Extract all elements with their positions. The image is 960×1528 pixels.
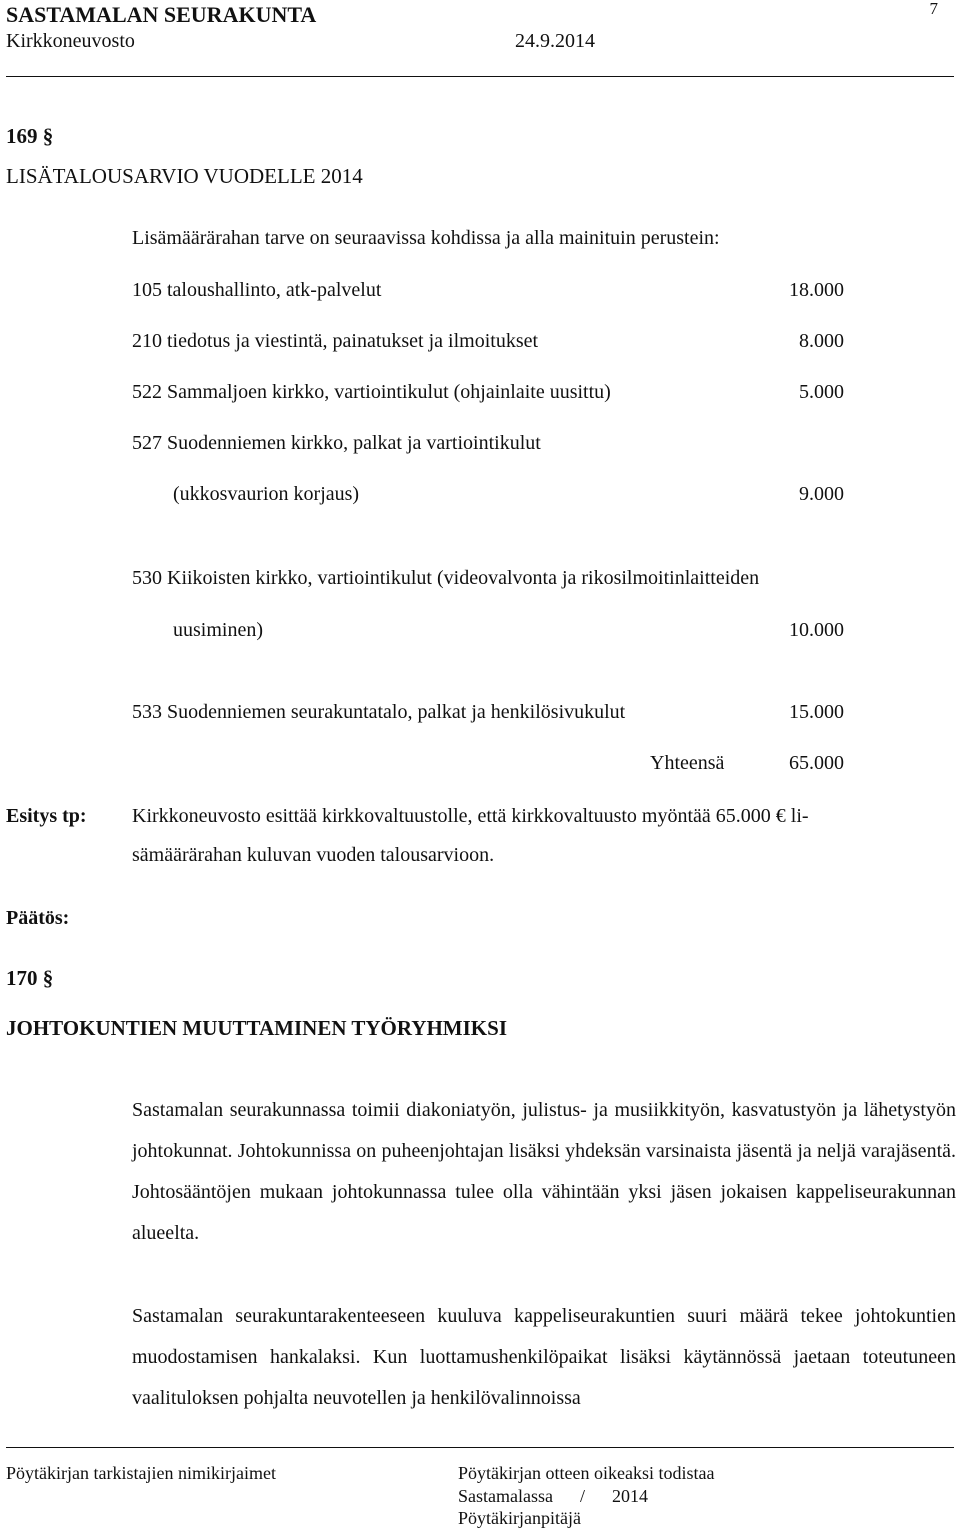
organization-name: SASTAMALAN SEURAKUNTA [6,2,317,27]
proposal-text-line2: sämäärärahan kuluvan vuoden talousarvioon. [132,844,495,866]
budget-item-amount: 15.000 [789,701,844,723]
footer-right-label: Pöytäkirjan otteen oikeaksi todistaa [458,1463,715,1483]
proposal-text-line1: Kirkkoneuvosto esittää kirkkovaltuustolle, että kirkkovaltuusto myöntää 65.000 € li- [132,805,809,827]
budget-item-amount: 9.000 [799,483,844,505]
budget-item-text: 533 Suodenniemen seurakuntatalo, palkat ja henkilösivukulut [132,701,626,723]
meeting-body: Kirkkoneuvosto [6,30,135,52]
section-number: 170 § [6,966,54,990]
body-paragraph: Sastamalan seurakuntarakenteeseen kuuluva kappeliseurakuntien suuri määrä tekee johtokuntien muodostamisen hankalaksi. Kun luottamushenkilöpaikat lisäksi käytännössä jaetaan toteutuneen vaalituloksen pohjalta neuvotellen ja henkilövalinnoissa [132,1305,956,1409]
page-number: 7 [929,0,938,18]
footer-rule [6,1447,954,1448]
budget-item-text: 105 taloushallinto, atk-palvelut [132,279,382,301]
section-number: 169 § [6,124,54,148]
proposal-label: Esitys tp: [6,805,87,827]
budget-item-text: 210 tiedotus ja viestintä, painatukset ja ilmoitukset [132,330,539,352]
total-label: Yhteensä [650,752,725,774]
body-paragraph: Sastamalan seurakunnassa toimii diakoniatyön, julistus- ja musiikkityön, kasvatustyön ja lähetystyön johtokunnat. Johtokunnissa on puheenjohtajan lisäksi yhdeksän varsinaista jäsentä ja neljä varajäsentä. Johtosääntöjen mukaan johtokunnassa tulee olla vähintään yksi jäsen jokaisen kappeliseurakunnan alueelta. [132,1099,956,1244]
footer-left-label: Pöytäkirjan tarkistajien nimikirjaimet [6,1463,276,1483]
header-rule [6,76,954,77]
section-title: JOHTOKUNTIEN MUUTTAMINEN TYÖRYHMIKSI [6,1016,507,1040]
footer-signer: Pöytäkirjanpitäjä [458,1508,581,1528]
meeting-date: 24.9.2014 [515,30,595,52]
section-title: LISÄTALOUSARVIO VUODELLE 2014 [6,164,363,188]
budget-item-text: 522 Sammaljoen kirkko, vartiointikulut (ohjainlaite uusittu) [132,381,611,403]
budget-item-text: 527 Suodenniemen kirkko, palkat ja vartiointikulut [132,432,541,454]
decision-label: Päätös: [6,907,70,929]
budget-item-amount: 10.000 [789,619,844,641]
budget-item-amount: 5.000 [799,381,844,403]
budget-item-amount: 8.000 [799,330,844,352]
budget-item-amount: 18.000 [789,279,844,301]
budget-item-text-cont: (ukkosvaurion korjaus) [173,483,360,505]
budget-item-text: 530 Kiikoisten kirkko, vartiointikulut (videovalvonta ja rikosilmoitinlaitteiden [132,567,760,589]
footer-place-date: Sastamalassa / 2014 [458,1486,648,1506]
budget-item-text-cont: uusiminen) [173,619,263,641]
intro-text: Lisämäärärahan tarve on seuraavissa kohdissa ja alla mainituin perustein: [132,227,720,249]
total-amount: 65.000 [789,752,844,774]
